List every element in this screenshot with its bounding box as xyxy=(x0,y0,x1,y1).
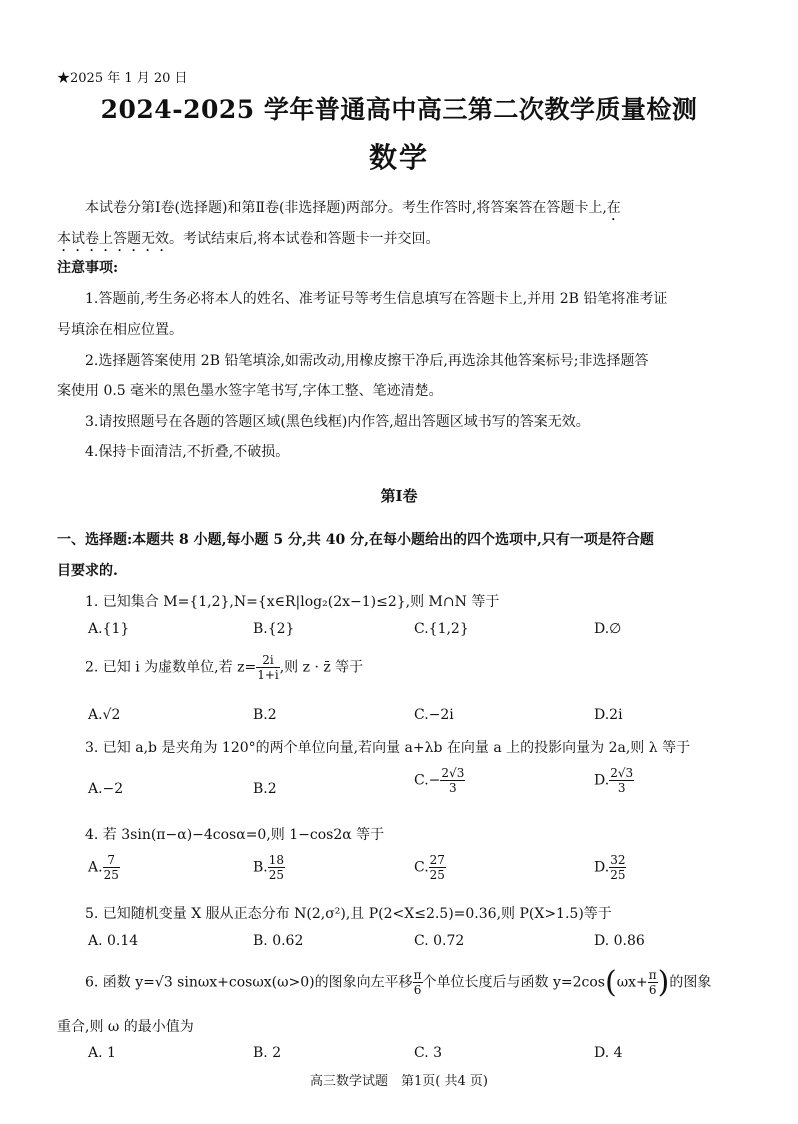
q4-c-num: 27 xyxy=(429,853,445,867)
note-1b: 号填涂在相应位置。 xyxy=(57,322,183,338)
intro-line-1-tail: 在 xyxy=(606,200,621,216)
q6-option-a: A. 1 xyxy=(88,1045,116,1061)
intro-line-1 xyxy=(85,197,621,224)
q2-frac-den: 1+i xyxy=(257,668,279,682)
q6-paren-open: ( xyxy=(604,965,617,1000)
section-title: 第Ⅰ卷 xyxy=(380,487,418,505)
q6-shift-num: π xyxy=(413,968,422,982)
q4-c-fraction xyxy=(429,853,446,882)
q3-c-num: 2√3 xyxy=(441,766,465,780)
q2-stem xyxy=(85,653,363,682)
q6-pre: 6. 函数 y=√3 sinωx+cosωx(ω>0)的图象向左平移 xyxy=(85,974,413,991)
q4-d-fraction xyxy=(609,853,626,882)
q5-stem: 5. 已知随机变量 X 服从正态分布 N(2,σ²),且 P(2<X≤2.5)=0.36,则 P(X>1.5)等于 xyxy=(85,906,612,922)
q3-option-c xyxy=(414,766,465,795)
q1-option-d: D.∅ xyxy=(594,621,622,637)
q3-option-c-prefix: C.− xyxy=(414,772,441,789)
part1-line-2: 目要求的. xyxy=(57,563,118,579)
q2-option-d: D.2i xyxy=(594,707,623,723)
q2-frac-num: 2i xyxy=(256,653,280,668)
q4-option-d xyxy=(594,853,626,882)
q6-mid: 个单位长度后与函数 y=2cos xyxy=(422,974,605,991)
part1-line-1: 一、选择题:本题共 8 小题,每小题 5 分,共 40 分,在每小题给出的四个选项中,只有一项是符合题 xyxy=(57,532,654,548)
page-footer: 高三数学试题 第1页( 共4 页) xyxy=(310,1074,488,1089)
q6-shift-fraction xyxy=(413,968,423,997)
q4-a-fraction xyxy=(103,853,120,882)
q5-option-a: A. 0.14 xyxy=(88,933,139,949)
q5-option-c: C. 0.72 xyxy=(414,933,465,949)
intro-line-2 xyxy=(57,228,439,255)
note-2a: 2.选择题答案使用 2B 铅笔填涂,如需改动,用橡皮擦干净后,再选涂其他答案标号;非选择题答 xyxy=(85,353,649,369)
intro-line-1-text: 本试卷分第Ⅰ卷(选择题)和第Ⅱ卷(非选择题)两部分。考生作答时,将答案答在答题卡上, xyxy=(85,200,607,216)
note-1a: 1.答题前,考生务必将本人的姓名、准考证号等考生信息填写在答题卡上,并用 2B 铅笔将准考证 xyxy=(85,291,668,307)
note-2b: 案使用 0.5 毫米的黑色墨水签字笔书写,字体工整、笔迹清楚。 xyxy=(57,383,443,399)
q3-option-d xyxy=(594,766,634,795)
q6-stem-line-2: 重合,则 ω 的最小值为 xyxy=(57,1019,194,1035)
q3-option-a: A.−2 xyxy=(88,781,124,797)
q4-stem: 4. 若 3sin(π−α)−4cosα=0,则 1−cos2α 等于 xyxy=(85,827,385,843)
q6-option-c: C. 3 xyxy=(414,1045,443,1061)
q4-b-den: 25 xyxy=(268,868,285,882)
q4-d-prefix: D. xyxy=(594,859,610,876)
q3-option-d-prefix: D. xyxy=(594,772,610,789)
q6-stem xyxy=(85,965,711,1000)
q6-option-b: B. 2 xyxy=(253,1045,282,1061)
q2-fraction xyxy=(256,653,280,682)
q6-paren-close: ) xyxy=(657,965,670,1000)
q6-inner: ωx+ xyxy=(616,974,648,991)
q3-option-d-fraction xyxy=(609,766,634,795)
q3-d-num: 2√3 xyxy=(610,766,634,780)
exam-date: ★2025 年 1 月 20 日 xyxy=(57,71,188,86)
intro-line-2-text: 。考试结束后,将本试卷和答题卡一并交回。 xyxy=(169,231,440,247)
note-4: 4.保持卡面清洁,不折叠,不破损。 xyxy=(85,444,290,460)
q3-option-b: B.2 xyxy=(253,781,277,797)
q4-option-c xyxy=(414,853,446,882)
q1-option-a: A.{1} xyxy=(88,621,130,637)
q5-option-d: D. 0.86 xyxy=(594,933,645,949)
q4-a-prefix: A. xyxy=(88,859,103,876)
q3-option-c-fraction xyxy=(440,766,465,795)
q2-option-a: A.√2 xyxy=(88,707,121,723)
q1-body: M={1,2},N={x∈R|log₂(2x−1)≤2},则 M∩N 等于 xyxy=(163,594,500,610)
q1-option-b: B.{2} xyxy=(253,621,295,637)
note-3: 3.请按照题号在各题的答题区域(黑色线框)内作答,超出答题区域书写的答案无效。 xyxy=(85,414,590,430)
q4-a-num: 7 xyxy=(103,853,120,868)
exam-title: 2024-2025 学年普通高中高三第二次教学质量检测 xyxy=(100,95,698,124)
q4-b-fraction xyxy=(268,853,285,882)
exam-subject: 数学 xyxy=(368,141,429,174)
q2-pre: 2. 已知 i 为虚数单位,若 z= xyxy=(85,659,257,676)
notes-heading: 注意事项: xyxy=(57,260,119,276)
q6-post: 的图象 xyxy=(669,974,712,991)
q6-inner-num: π xyxy=(648,968,657,982)
q5-option-b: B. 0.62 xyxy=(253,933,304,949)
q2-option-c: C.−2i xyxy=(414,707,454,723)
q2-option-b: B.2 xyxy=(253,707,277,723)
q3-stem: 3. 已知 a,b 是夹角为 120°的两个单位向量,若向量 a+λb 在向量 a 上的投影向量为 2a,则 λ 等于 xyxy=(85,740,691,756)
q6-inner-fraction xyxy=(648,968,658,997)
q4-option-b xyxy=(253,853,285,882)
q4-a-den: 25 xyxy=(103,868,119,882)
q4-b-num: 18 xyxy=(268,853,285,867)
intro-dotted-text: 本试卷上答题无效 xyxy=(57,231,169,247)
q4-b-prefix: B. xyxy=(253,859,268,876)
q3-d-den: 3 xyxy=(617,781,626,795)
q4-option-a xyxy=(88,853,120,882)
q2-post: ,则 z · z̄ 等于 xyxy=(279,659,364,676)
q1-option-c: C.{1,2} xyxy=(414,621,469,637)
q6-inner-den: 6 xyxy=(648,983,657,997)
q1-stem xyxy=(85,591,499,611)
q3-c-den: 3 xyxy=(449,781,457,795)
q4-d-den: 25 xyxy=(610,868,626,882)
q4-c-den: 25 xyxy=(429,868,445,882)
q4-d-num: 32 xyxy=(610,853,626,867)
q1-pre: 1. 已知集合 xyxy=(85,594,164,610)
q6-shift-den: 6 xyxy=(413,983,422,997)
q4-c-prefix: C. xyxy=(414,859,429,876)
q6-option-d: D. 4 xyxy=(594,1045,623,1061)
